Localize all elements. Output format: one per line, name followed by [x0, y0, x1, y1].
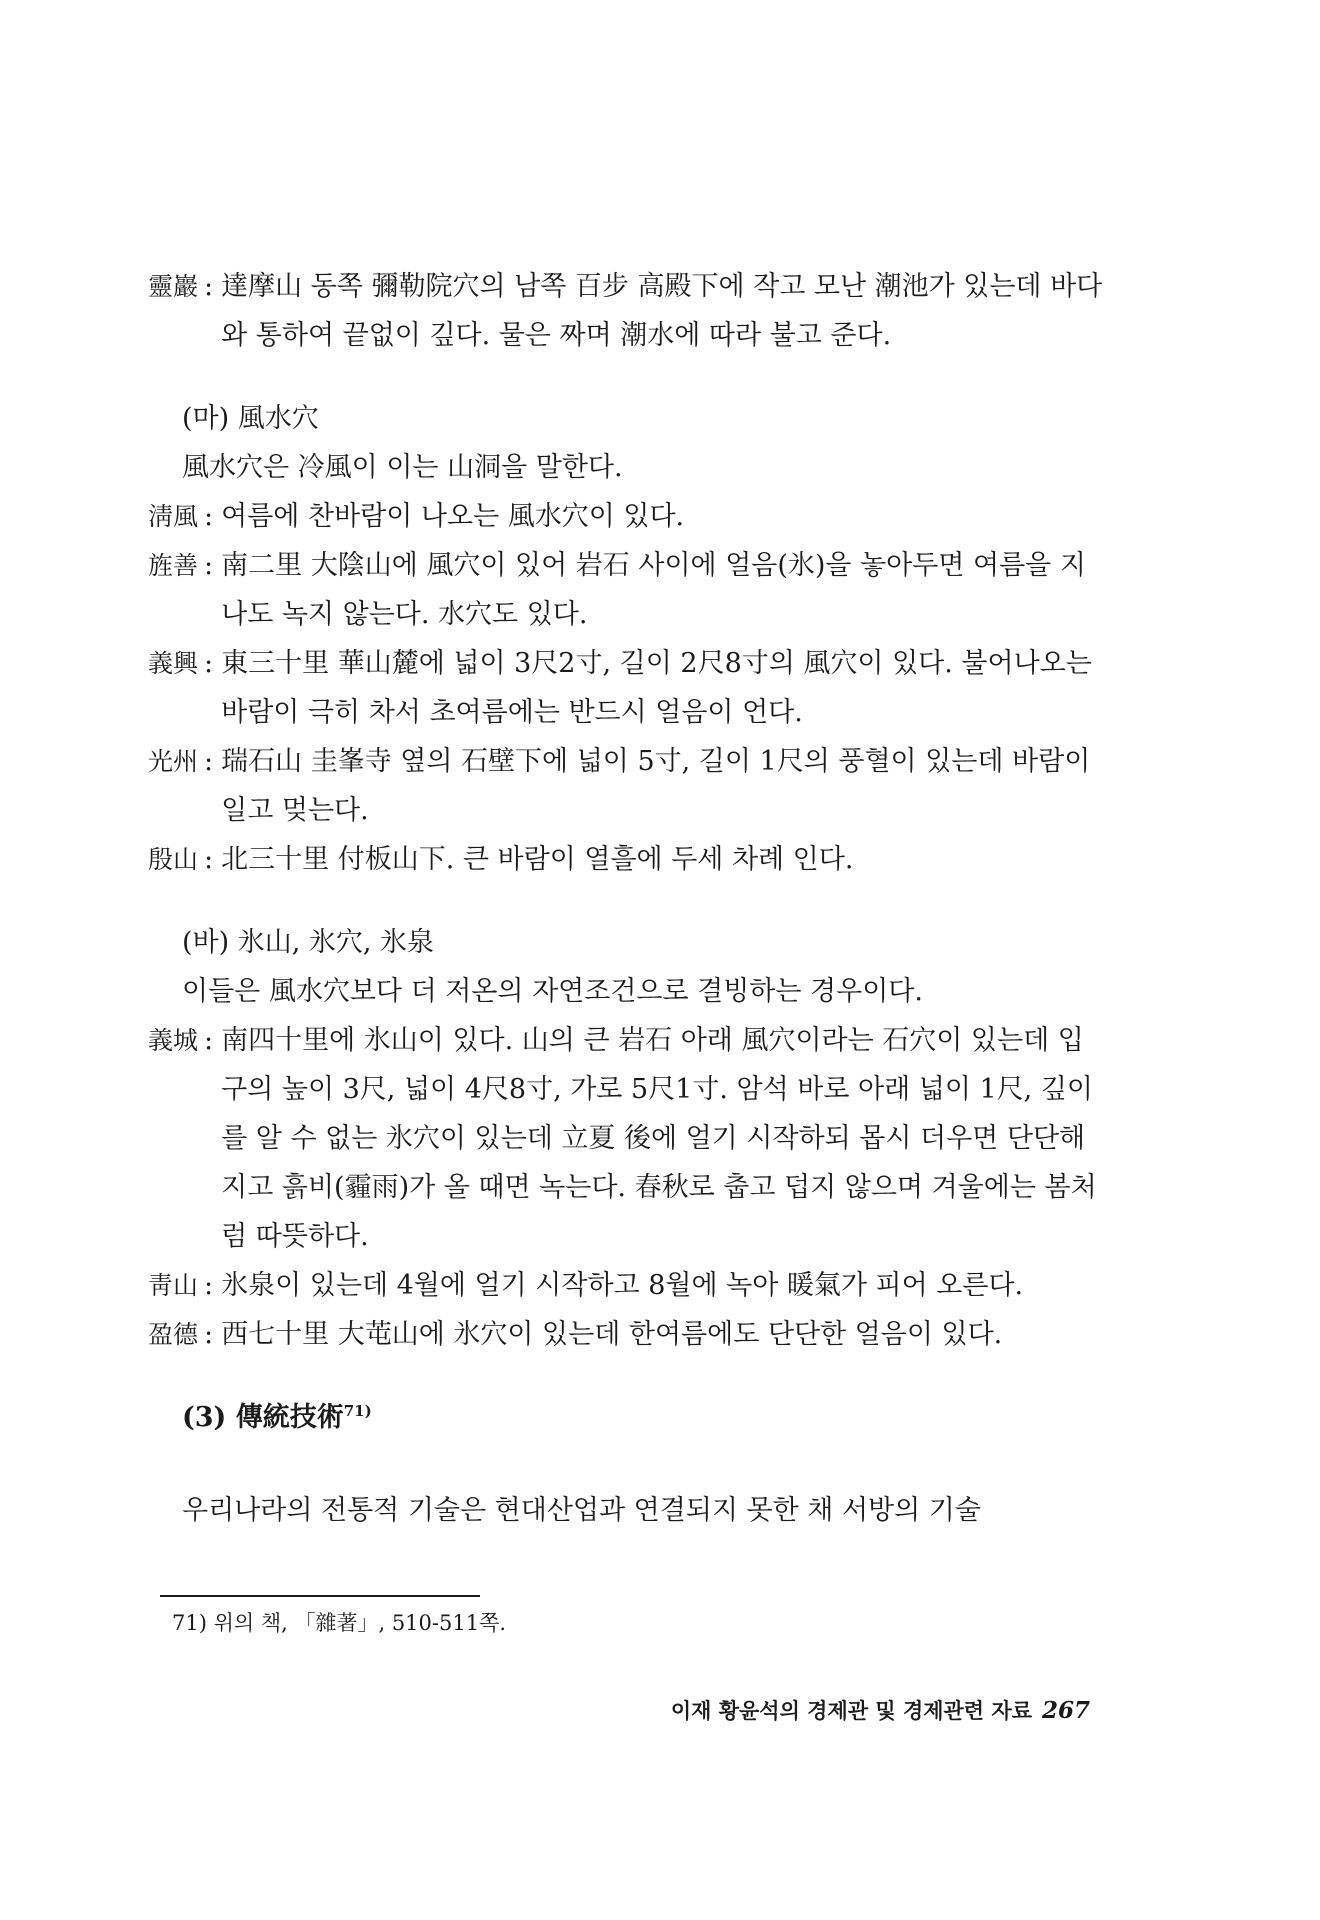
- entry-term: 盈德: [148, 1320, 199, 1349]
- entry-colon: :: [204, 550, 214, 581]
- entry-description: 南四十里에 氷山이 있다. 山의 큰 岩石 아래 風穴이라는 石穴이 있는데 입구의 높이 3尺, 넓이 4尺8寸, 가로 5尺1寸. 암석 바로 아래 넓이 1尺, 깊이를 알 수 없는 氷穴이 있는데 立夏 後에 얼기 시작하되 몹시 더우면 단단해지고 흙비(霾雨)가 올 때면 녹는다. 春秋로 춥고 덥지 않으며 겨울에는 봄처럼 따뜻하다.: [221, 1025, 1097, 1252]
- entry-eunsan: [148, 835, 1108, 884]
- entry-description: 西七十里 大芚山에 氷穴이 있는데 한여름에도 단단한 얼음이 있다.: [221, 1319, 1003, 1350]
- entry-gwangju: [148, 737, 1108, 835]
- entry-description: 達摩山 동쪽 彌勒院穴의 남쪽 百步 高殿下에 작고 모난 潮池가 있는데 바다와 통하여 끝없이 깊다. 물은 짜며 潮水에 따라 불고 준다.: [221, 271, 1103, 351]
- entry-colon: :: [204, 1025, 214, 1056]
- section-intro-ma: 風水穴은 冷風이 이는 山洞을 말한다.: [182, 452, 623, 483]
- entry-description: 氷泉이 있는데 4월에 얼기 시작하고 8월에 녹아 暖氣가 피어 오른다.: [221, 1270, 1024, 1301]
- entry-colon: :: [204, 844, 214, 875]
- entry-colon: :: [204, 648, 214, 679]
- entry-colon: :: [204, 501, 214, 532]
- section-heading-3: [148, 1393, 1108, 1442]
- body-paragraph: 우리나라의 전통적 기술은 현대산업과 연결되지 못한 채 서방의 기술: [182, 1495, 981, 1526]
- page-number: 267: [1041, 1697, 1090, 1724]
- entry-term: 淸風: [148, 502, 199, 531]
- entry-term: 靑山: [148, 1271, 199, 1300]
- main-text: [148, 262, 1108, 1535]
- entry-term: 光州: [148, 747, 199, 776]
- section-heading-text: (3) 傳統技術: [182, 1402, 344, 1433]
- entry-colon: :: [204, 1270, 214, 1301]
- entry-term: 殷山: [148, 845, 199, 874]
- entry-yeongdeok: [148, 1310, 1108, 1359]
- entry-term: 義興: [148, 649, 199, 678]
- entry-colon: :: [204, 1319, 214, 1350]
- footnote: 71) 위의 책, 「雜著」, 510-511쪽.: [172, 1611, 507, 1635]
- entry-description: 東三十里 華山麓에 넓이 3尺2寸, 길이 2尺8寸의 風穴이 있다. 불어나오는 바람이 극히 차서 초여름에는 반드시 얼음이 언다.: [221, 648, 1092, 728]
- entry-cheongpung: [148, 492, 1108, 541]
- entry-description: 여름에 찬바람이 나오는 風水穴이 있다.: [221, 501, 685, 532]
- entry-term: 旌善: [148, 551, 199, 580]
- section-heading-ma: (마) 風水穴: [182, 403, 319, 434]
- entry-colon: :: [204, 271, 214, 302]
- entry-colon: :: [204, 746, 214, 777]
- section-heading-ba: (바) 氷山, 氷穴, 氷泉: [182, 927, 435, 958]
- entry-cheongsan: [148, 1261, 1108, 1310]
- footnote-divider: [160, 1595, 480, 1597]
- entry-jeongseon: [148, 541, 1108, 639]
- entry-description: 南二里 大陰山에 風穴이 있어 岩石 사이에 얼음(氷)을 놓아두면 여름을 지나도 녹지 않는다. 水穴도 있다.: [221, 550, 1086, 630]
- entry-description: 北三十里 付板山下. 큰 바람이 열흘에 두세 차례 인다.: [221, 844, 854, 875]
- section-intro-ba: 이들은 風水穴보다 더 저온의 자연조건으로 결빙하는 경우이다.: [182, 976, 923, 1007]
- entry-uiheung: [148, 639, 1108, 737]
- footnote-marker: 71): [343, 1402, 372, 1420]
- entry-uiseong: [148, 1016, 1108, 1261]
- page-footer: [560, 1695, 1090, 1725]
- entry-yeongam: [148, 262, 1108, 360]
- running-title: 이재 황윤석의 경제관 및 경제관련 자료: [670, 1698, 1032, 1723]
- entry-term: 義城: [148, 1026, 199, 1055]
- entry-description: 瑞石山 圭峯寺 옆의 石壁下에 넓이 5寸, 길이 1尺의 풍혈이 있는데 바람이 일고 멎는다.: [221, 746, 1091, 826]
- entry-term: 靈巖: [148, 272, 199, 301]
